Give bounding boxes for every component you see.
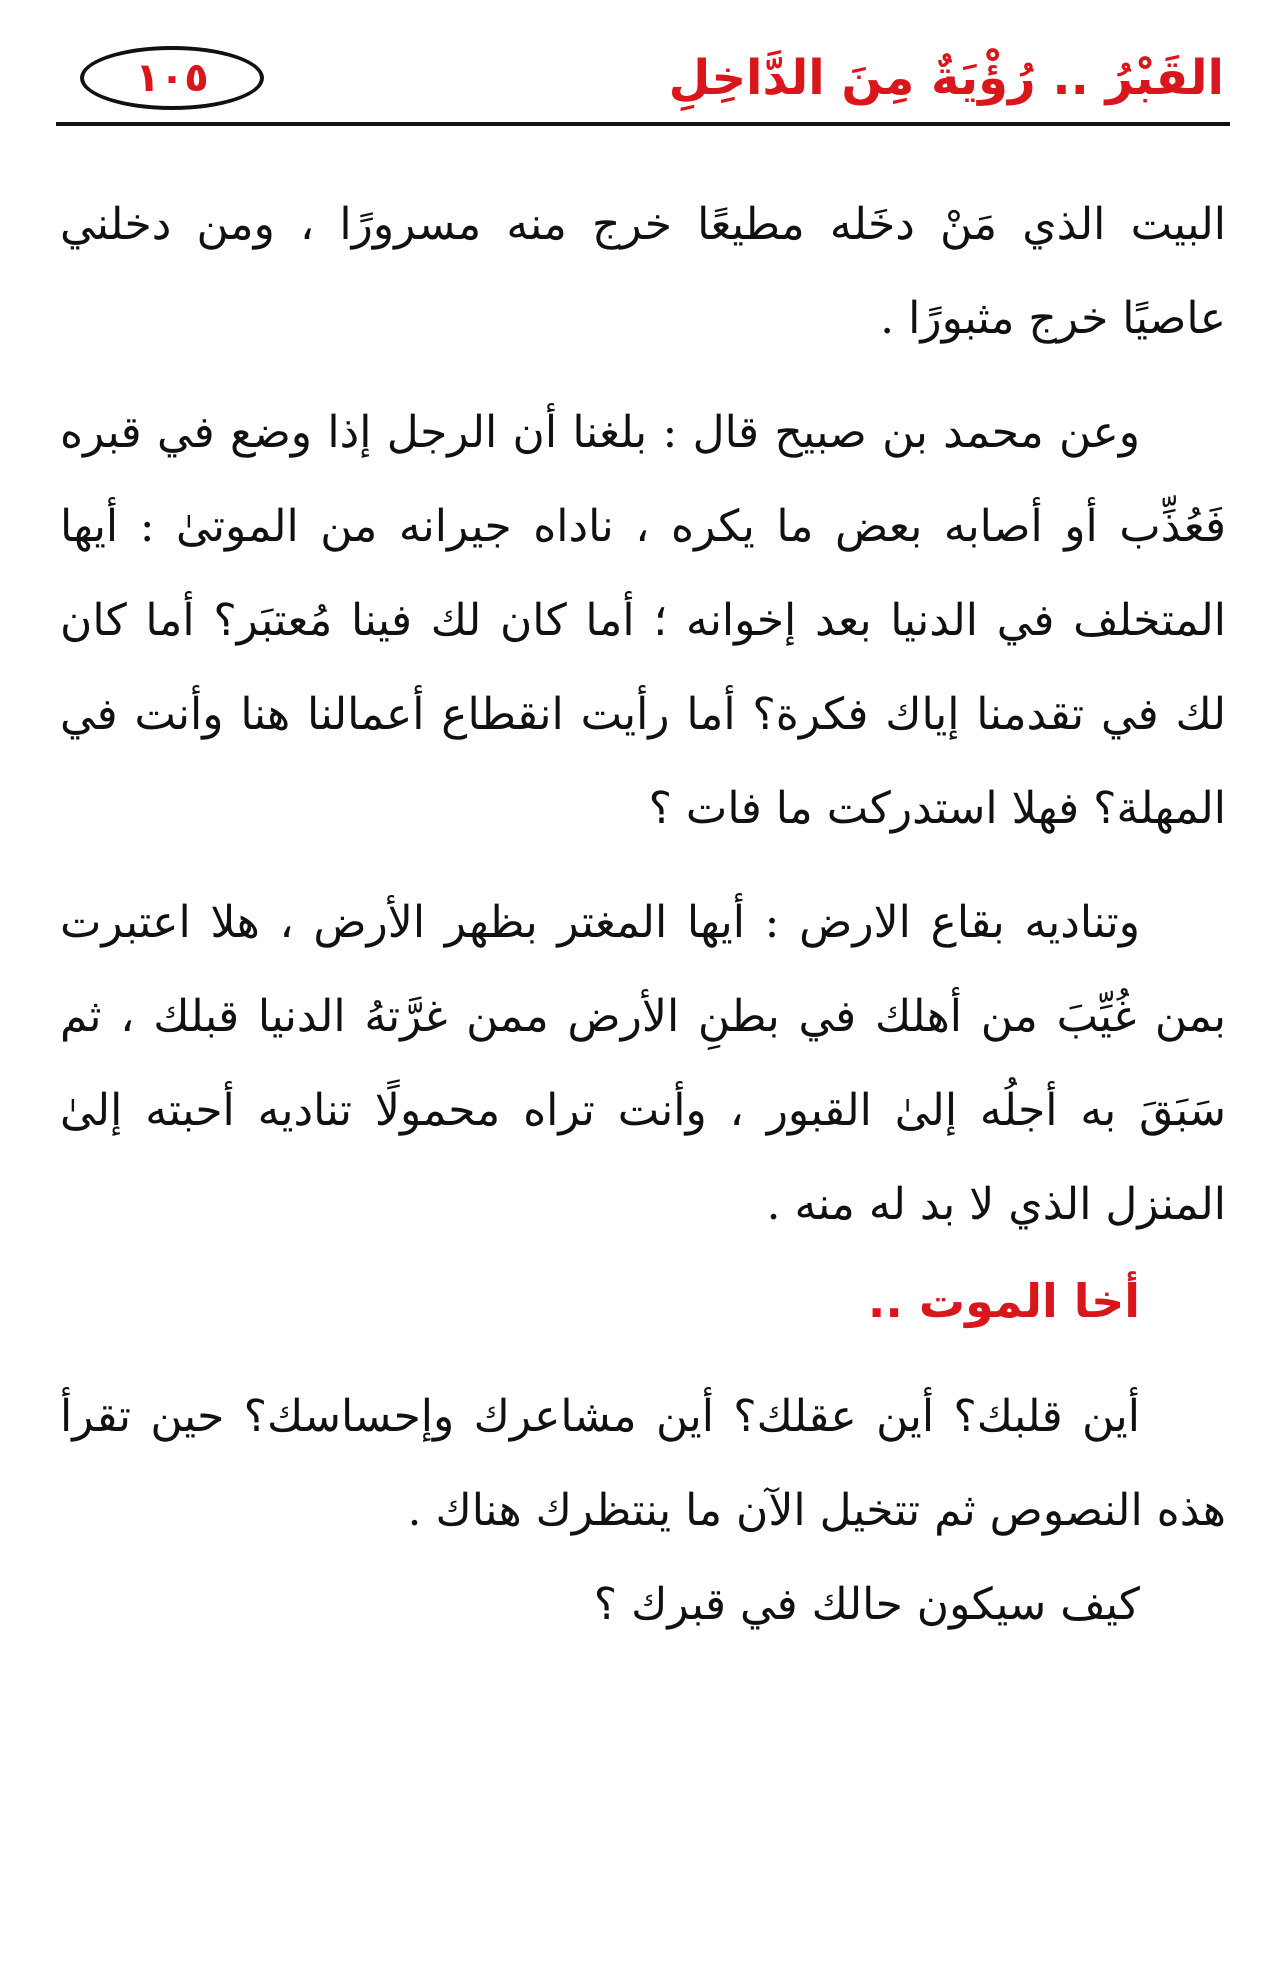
page-number-text: ١٠٥	[135, 55, 209, 101]
section-heading: أخا الموت ..	[867, 1274, 1140, 1328]
page-body	[60, 178, 1226, 1652]
page-number	[80, 46, 264, 110]
paragraph-2: وعن محمد بن صبيح قال : بلغنا أن الرجل إذا وضع في قبره فَعُذِّب أو أصابه بعض ما يكره ، ناداه جيرانه من الموتىٰ : أيها المتخلف في الدنيا بعد إخوانه ؛ أما كان لك فينا مُعتبَر؟ أما كان لك في تقدمنا إياك فكرة؟ أما رأيت انقطاع أعمالنا هنا وأنت في المهلة؟ فهلا استدركت ما فات ؟	[60, 407, 1226, 834]
header-divider	[56, 122, 1230, 126]
running-title: القَبْرُ .. رُؤْيَةٌ مِنَ الدَّاخِلِ	[668, 50, 1224, 106]
closing-question: كيف سيكون حالك في قبرك ؟	[593, 1579, 1140, 1630]
section-paragraph: أين قلبك؟ أين عقلك؟ أين مشاعرك وإحساسك؟ حين تقرأ هذه النصوص ثم تتخيل الآن ما ينتظرك هناك .	[60, 1391, 1226, 1536]
paragraph-1: البيت الذي مَنْ دخَله مطيعًا خرج منه مسرورًا ، ومن دخلني عاصيًا خرج مثبورًا .	[60, 199, 1226, 344]
page-header	[56, 38, 1230, 124]
paragraph-3: وتناديه بقاع الارض : أيها المغتر بظهر الأرض ، هلا اعتبرت بمن غُيِّبَ من أهلك في بطنِ الأرض ممن غرَّتهُ الدنيا قبلك ، ثم سَبَقَ به أجلُه إلىٰ القبور ، وأنت تراه محمولًا تناديه أحبته إلىٰ المنزل الذي لا بد له منه .	[60, 897, 1226, 1230]
